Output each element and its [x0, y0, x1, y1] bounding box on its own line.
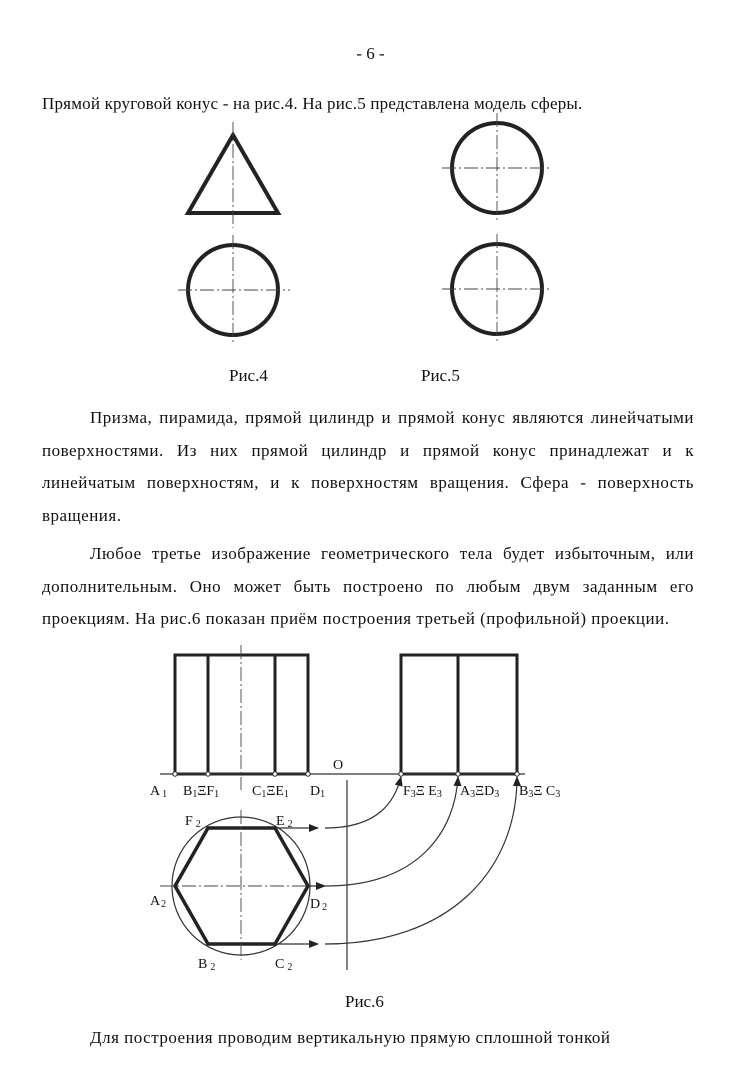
label-a2: A2 [150, 894, 167, 910]
prism-front-view [175, 645, 308, 790]
fig4-caption: Рис.4 [229, 366, 268, 385]
prism-top-view [160, 810, 328, 960]
fig6-caption: Рис.6 [345, 992, 384, 1011]
fig5-caption: Рис.5 [421, 366, 460, 385]
label-f3-e3: F3Ξ E3 [403, 784, 442, 800]
label-e2: E 2 [276, 814, 293, 830]
label-c2: C 2 [275, 957, 293, 973]
prism-profile-view [401, 655, 517, 774]
label-b3-c3: B3Ξ C3 [519, 784, 561, 800]
paragraph-surfaces: Призма, пирамида, прямой цилиндр и прямой конус являются линейчатыми поверхностями. Из них прямой цилиндр и прямой конус принадлежат и к линейчатым поверхностям, и к поверхностям вращения. Сфера - поверхность вращения. [42, 408, 694, 525]
intro-line: Прямой круговой конус - на рис.4. На рис.5 представлена модель сферы. [42, 94, 583, 113]
label-b2: B 2 [198, 957, 216, 973]
page-number: - 6 - [356, 44, 385, 63]
label-c1-e1: C1ΞE1 [252, 784, 289, 800]
paragraph-third-projection: Любое третье изображение геометрического тела будет избыточным, или дополнительным. Оно может быть построено по любым двум заданным его проекциям. На рис.6 показан приём построения третьей (профильной) проекции. [42, 544, 694, 628]
bottom-line: Для построения проводим вертикальную прямую сплошной тонкой [90, 1028, 611, 1047]
label-d2: D 2 [310, 897, 328, 913]
label-a3-d3: A3ΞD3 [460, 784, 500, 800]
label-d1: D1 [310, 784, 326, 800]
label-a1: A 1 [150, 784, 168, 800]
projection-arrows [275, 777, 517, 944]
label-origin: O [333, 758, 344, 773]
label-b1-f1: B1ΞF1 [183, 784, 220, 800]
label-f2: F 2 [185, 814, 201, 830]
